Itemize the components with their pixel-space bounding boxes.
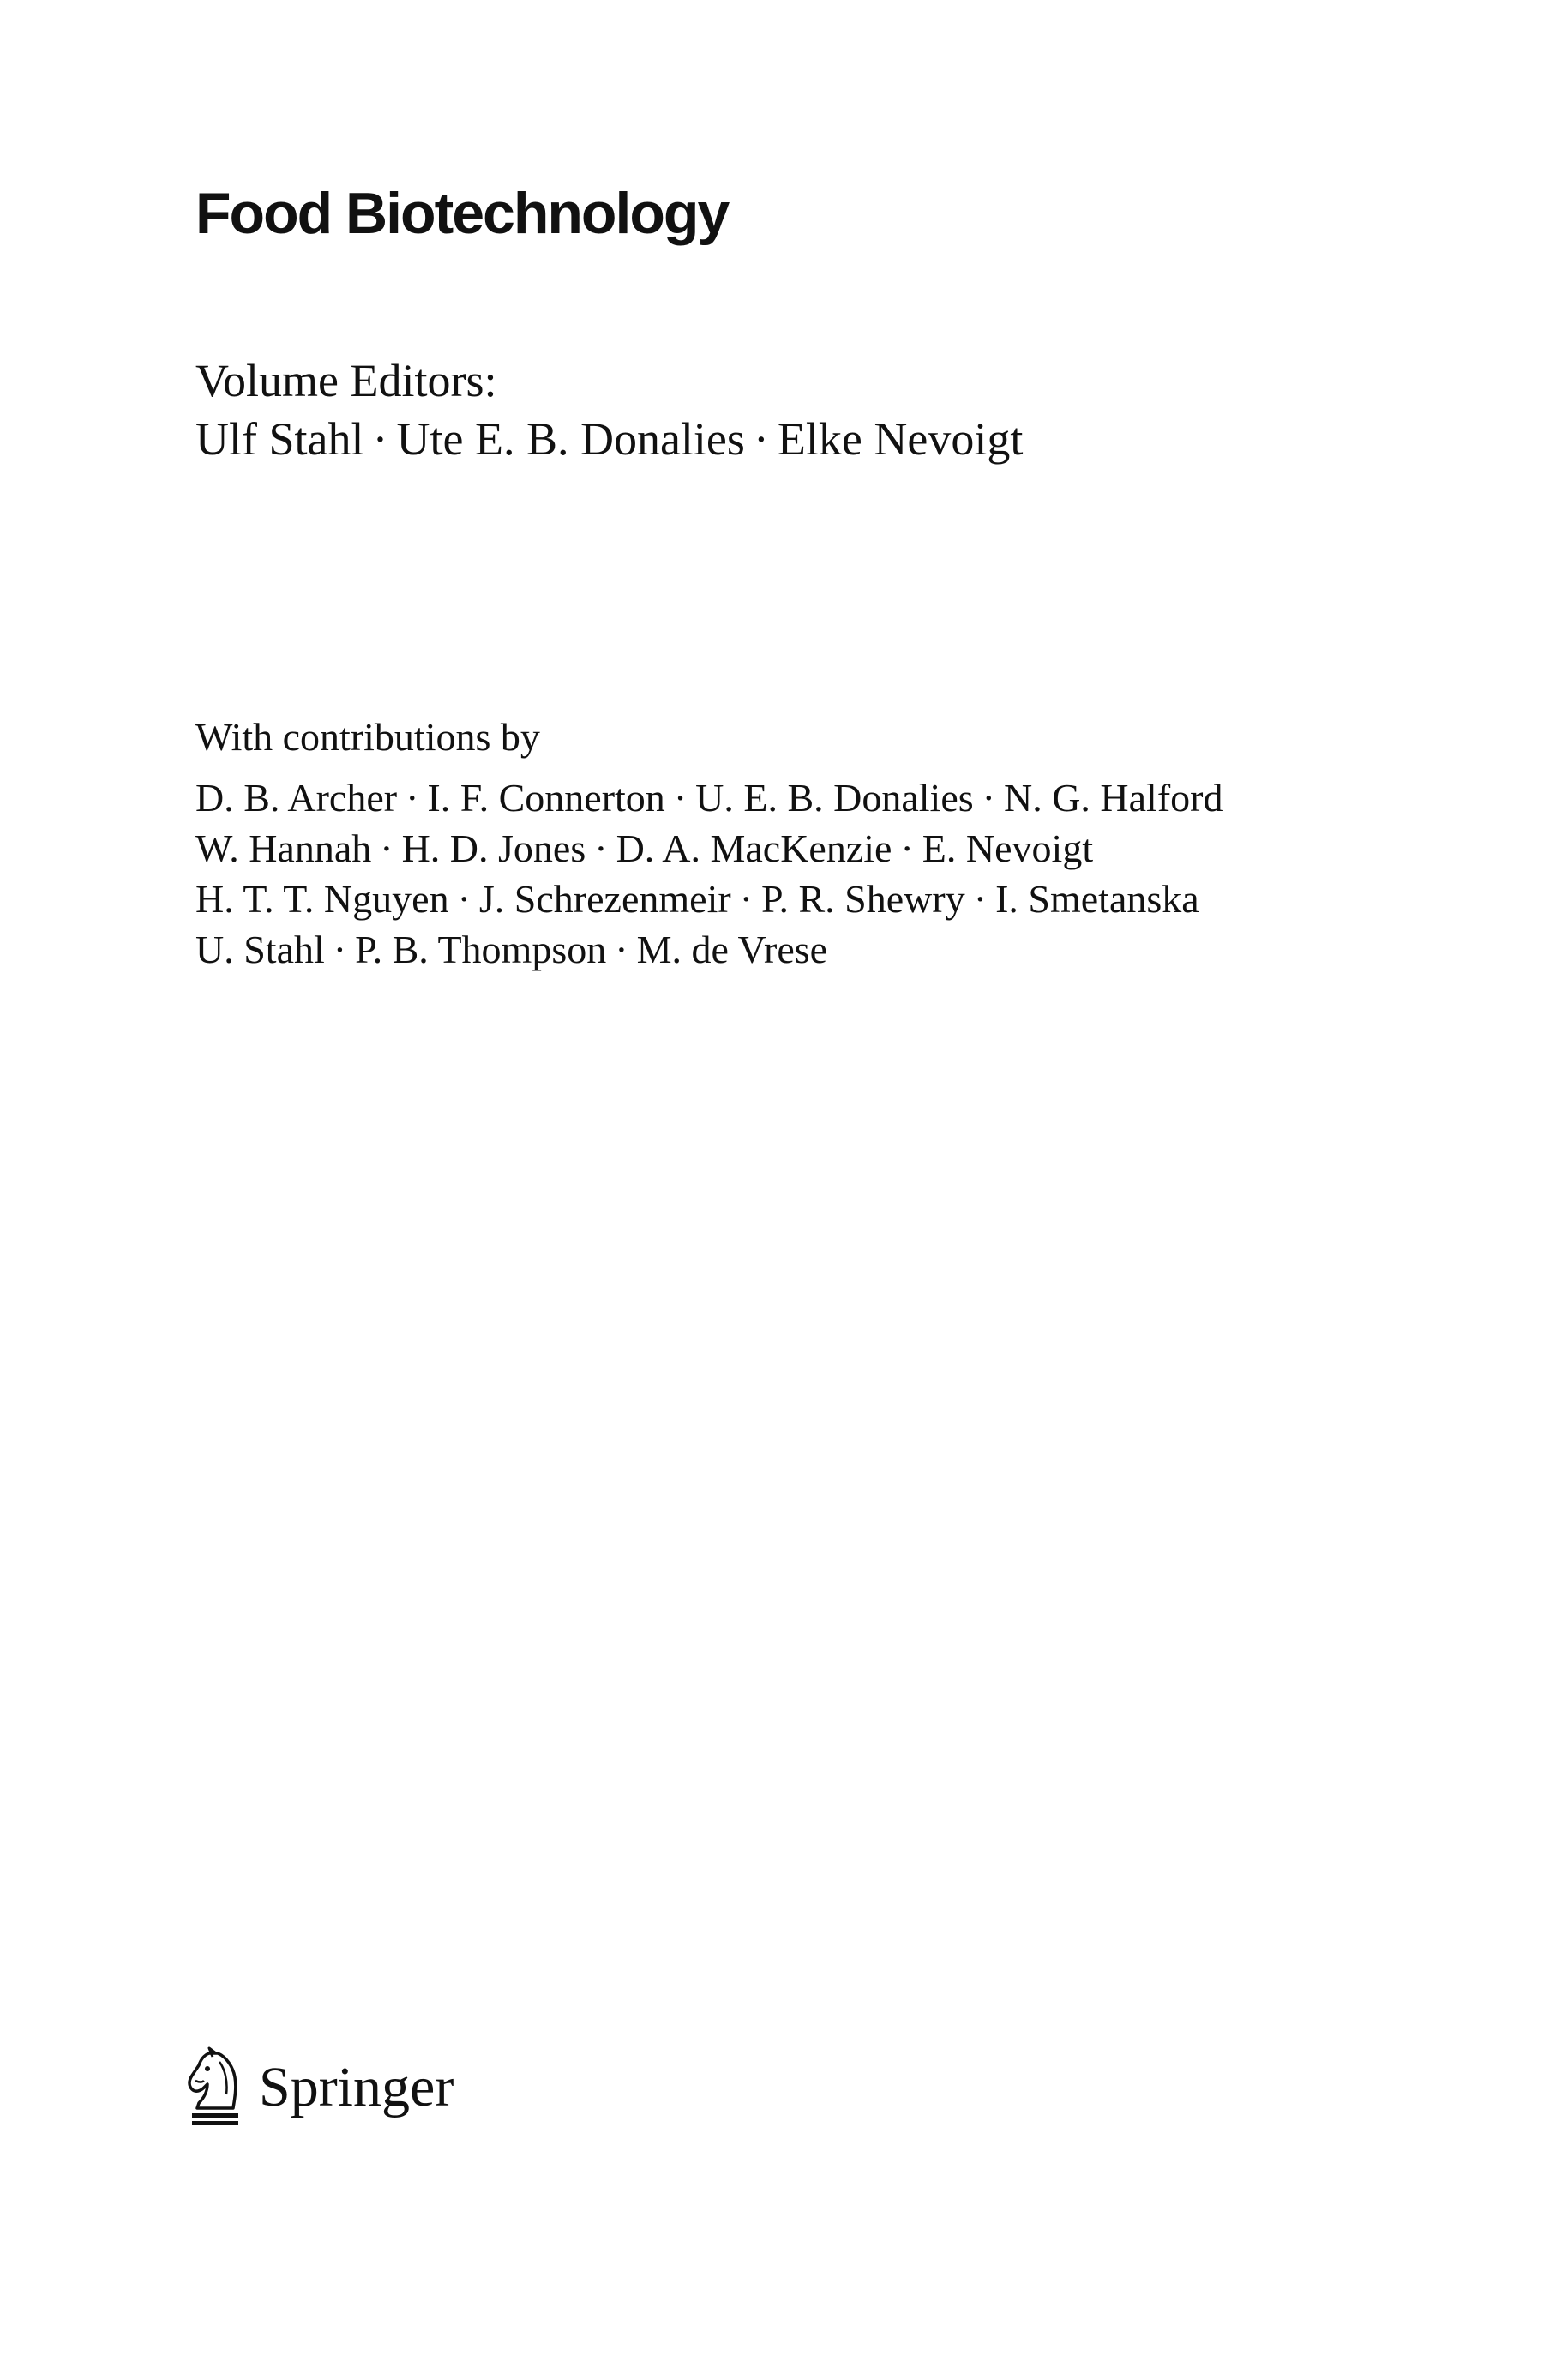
- contributor-name: D. A. MacKenzie: [616, 826, 892, 870]
- book-title: Food Biotechnology: [195, 181, 729, 246]
- contributor-name: N. G. Halford: [1003, 776, 1223, 820]
- separator-dot: ·: [739, 877, 754, 921]
- separator-dot: ·: [333, 928, 347, 971]
- contributor-name: H. T. T. Nguyen: [195, 877, 449, 921]
- separator-dot: ·: [615, 928, 628, 971]
- contributors-line: [195, 924, 1223, 975]
- contributors-line: [195, 874, 1223, 924]
- volume-editors-block: [195, 351, 1023, 468]
- separator-dot: ·: [372, 413, 388, 465]
- contributors-line: [195, 823, 1223, 874]
- contributor-name: I. F. Connerton: [427, 776, 665, 820]
- separator-dot: ·: [457, 877, 471, 921]
- contributor-name: W. Hannah: [195, 826, 372, 870]
- publisher-logo: [183, 2045, 454, 2130]
- contributor-name: U. Stahl: [195, 928, 325, 971]
- separator-dot: ·: [406, 776, 419, 820]
- separator-dot: ·: [982, 776, 995, 820]
- editor-name: Ulf Stahl: [195, 413, 364, 465]
- volume-editors-label: Volume Editors:: [195, 355, 497, 406]
- separator-dot: ·: [900, 826, 914, 870]
- contributor-name: J. Schrezenmeir: [478, 877, 731, 921]
- springer-horse-head-icon: [183, 2046, 249, 2129]
- contributor-name: P. R. Shewry: [761, 877, 965, 921]
- separator-dot: ·: [673, 776, 688, 820]
- publisher-name: Springer: [259, 2056, 454, 2118]
- editor-name: Ute E. B. Donalies: [396, 413, 745, 465]
- separator-dot: ·: [594, 826, 608, 870]
- contributor-name: E. Nevoigt: [922, 826, 1094, 870]
- contributor-name: U. E. B. Donalies: [695, 776, 974, 820]
- contributor-name: M. de Vrese: [636, 928, 828, 971]
- editor-name: Elke Nevoigt: [777, 413, 1024, 465]
- separator-dot: ·: [380, 826, 394, 870]
- contributor-name: P. B. Thompson: [355, 928, 607, 971]
- contributor-name: D. B. Archer: [195, 776, 398, 820]
- contributor-name: H. D. Jones: [401, 826, 586, 870]
- contributors-heading: With contributions by: [195, 715, 540, 759]
- separator-dot: ·: [753, 413, 769, 465]
- contributor-name: I. Smetanska: [995, 877, 1199, 921]
- contributors-block: [195, 712, 1223, 975]
- separator-dot: ·: [973, 877, 988, 921]
- contributors-line: [195, 772, 1223, 823]
- volume-editors-names: [195, 410, 1023, 468]
